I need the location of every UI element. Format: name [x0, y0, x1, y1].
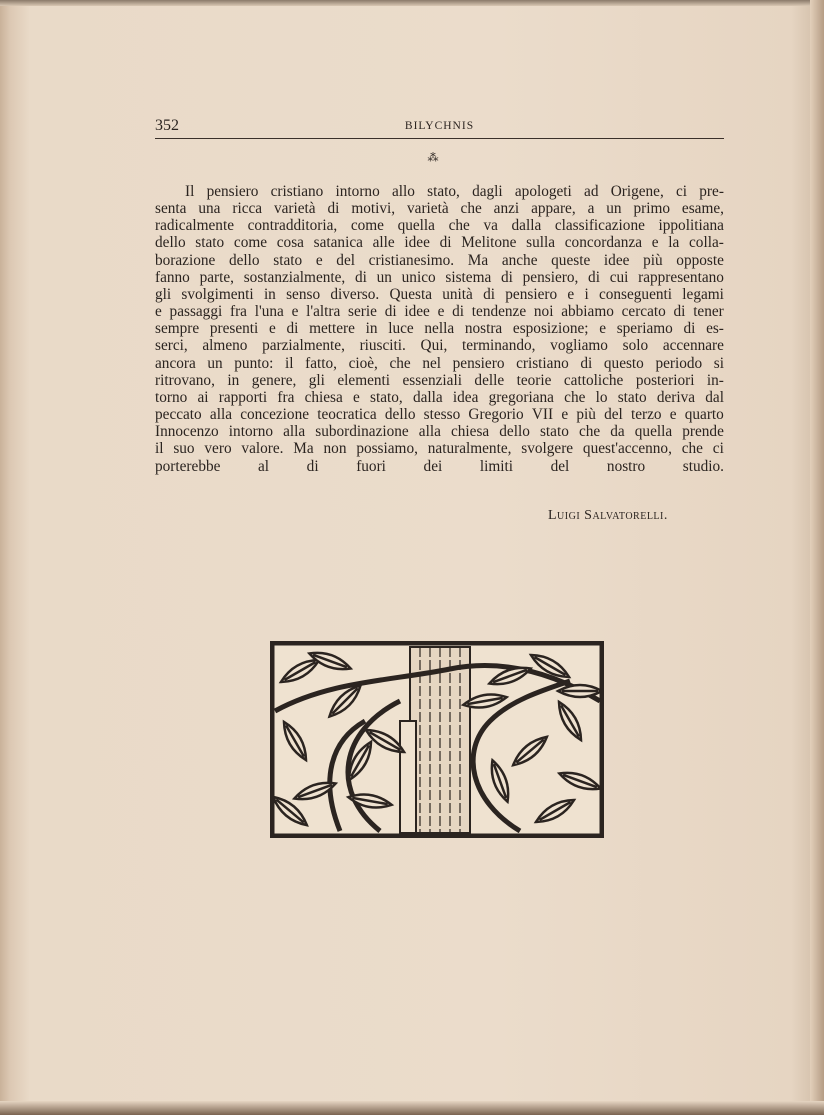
leaf — [558, 685, 602, 697]
page-top-edge — [0, 0, 824, 6]
text-line: ritrovano, in genere, gli elementi essenziali delle teorie cattoliche posteriori in- — [155, 371, 724, 389]
page-right-edge — [810, 0, 824, 1115]
body-paragraph — [155, 183, 724, 475]
text-line: senta una ricca varietà di motivi, varietà che anzi appare, a un primo esame, — [155, 200, 724, 218]
text-line: e passaggi fra l'una e l'altra serie di idee e di tendenze noi abbiamo cercato di tener — [155, 303, 724, 321]
asterism-ornament: ⁂ — [427, 152, 439, 164]
text-line: porterebbe al di fuori dei limiti del nostro studio. — [155, 457, 724, 475]
text-line: fanno parte, sostanzialmente, di un unico sistema di pensiero, di cui rappresentano — [155, 268, 724, 286]
text-line: dello stato come cosa satanica alle idee di Melitone sulla concordanza e la colla- — [155, 234, 724, 252]
text-line: radicalmente contradditoria, come quella che va dalla classificazione ippolitiana — [155, 217, 724, 235]
text-line: il suo vero valore. Ma non possiamo, naturalmente, svolgere quest'accenno, che ci — [155, 440, 724, 458]
running-head: BILYCHNIS — [404, 120, 475, 132]
text-line: borazione dello stato e del cristianesimo. Ma anche queste idee più opposte — [155, 251, 724, 269]
text-line: sempre presenti e di mettere in luce nella nostra esposizione; e speriamo di es- — [155, 320, 724, 338]
text-line: peccato alla concezione teocratica dello stesso Gregorio VII e più del terzo e quarto — [155, 406, 724, 424]
text-line: torno ai rapporti fra chiesa e stato, dalla idea gregoriana che lo stato deriva dal — [155, 388, 724, 406]
page-bottom-edge — [0, 1101, 824, 1115]
woodcut-vignette — [270, 641, 604, 838]
page-number: 352 — [155, 117, 179, 134]
text-line: serci, almeno parzialmente, riusciti. Qui, terminando, vogliamo solo accennare — [155, 337, 724, 355]
text-line: gli svolgimenti in senso diverso. Questa unità di pensiero e i conseguenti legami — [155, 285, 724, 303]
text-line: Innocenzo intorno alla subordinazione alla chiesa dello stato che da quella prende — [155, 423, 724, 441]
text-line: ancora un punto: il fatto, cioè, che nel pensiero cristiano di questo periodo si — [155, 354, 724, 372]
text-line: Il pensiero cristiano intorno allo stato, dagli apologeti ad Origene, ci pre- — [185, 183, 724, 200]
page-header — [155, 116, 724, 139]
author-signature: Luigi Salvatorelli. — [548, 508, 668, 523]
